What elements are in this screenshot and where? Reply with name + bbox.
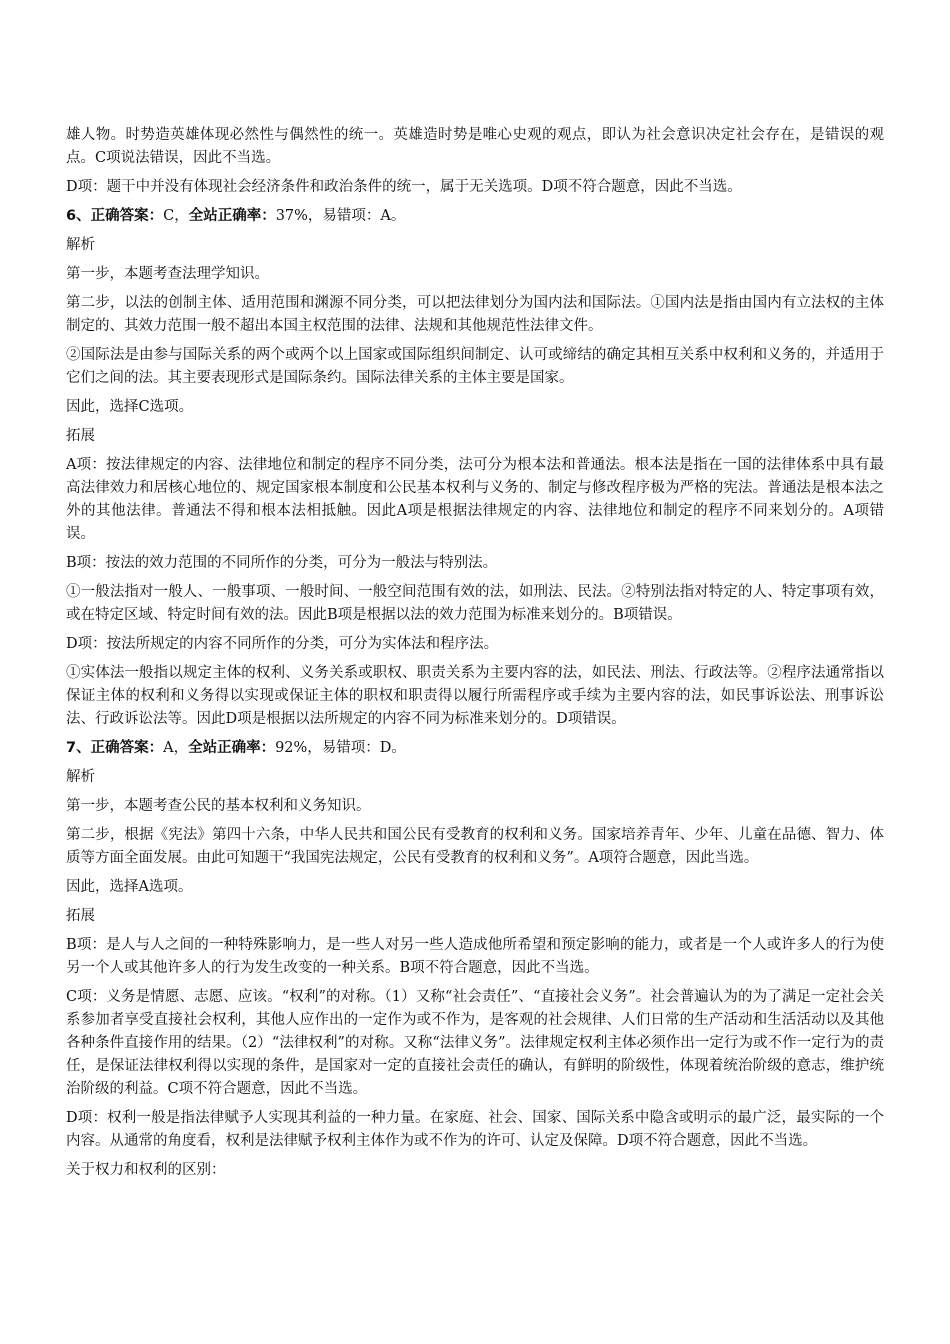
q7-conclusion: 因此，选择A选项。 [66, 879, 193, 895]
q6-option-d: D项：按法所规定的内容不同所作的分类，可分为实体法和程序法。 [66, 636, 499, 652]
q6-accuracy-value: 37%，易错项：A。 [275, 208, 406, 224]
q7-accuracy-value: 92%，易错项：D。 [275, 740, 406, 756]
q6-option-b-detail: ①一般法指对一般人、一般事项、一般时间、一般空间范围有效的法，如刑法、民法。②特别法指对特定的人、特定事项有效，或在特定区域、特定时间有效的法。因此B项是根据以法的效力范围为标准来划分的。B项错误。 [66, 584, 884, 623]
q7-tail: 关于权力和权利的区别： [66, 1162, 226, 1178]
q6-step2b: ②国际法是由参与国际关系的两个或两个以上国家或国际组织间制定、认可或缔结的确定其相互关系中权利和义务的，并适用于它们之间的法。其主要表现形式是国际条约。国际法律关系的主体主要是国家。 [66, 347, 884, 386]
q7-answer-label: 7、正确答案： [66, 740, 164, 756]
q6-step1: 第一步，本题考查法理学知识。 [66, 266, 269, 282]
q7-answer-line [66, 737, 884, 760]
q6-analysis-label: 解析 [66, 237, 95, 253]
q7-step1: 第一步，本题考查公民的基本权利和义务知识。 [66, 798, 371, 814]
q7-option-d: D项：权利一般是指法律赋予人实现其利益的一种力量。在家庭、社会、国家、国际关系中隐含或明示的最广泛，最实际的一个内容。从通常的角度看，权利是法律赋予权利主体作为或不作为的许可、认定及保障。D项不符合题意，因此不当选。 [66, 1110, 884, 1149]
q5-paragraph-1: 雄人物。时势造英雄体现必然性与偶然性的统一。英雄造时势是唯心史观的观点，即认为社会意识决定社会存在，是错误的观点。C项说法错误，因此不当选。 [66, 127, 884, 166]
q7-step2: 第二步，根据《宪法》第四十六条，中华人民共和国公民有受教育的权利和义务。国家培养青年、少年、儿童在品德、智力、体质等方面全面发展。由此可知题干“我国宪法规定，公民有受教育的权利和义务”。A项符合题意，因此当选。 [66, 827, 884, 866]
document-body [66, 124, 884, 1188]
q6-step2: 第二步，以法的创制主体、适用范围和渊源不同分类，可以把法律划分为国内法和国际法。①国内法是指由国内有立法权的主体制定的、其效力范围一般不超出本国主权范围的法律、法规和其他规范性法律文件。 [66, 295, 884, 334]
q6-answer-value: C， [163, 208, 189, 224]
q6-option-d-detail: ①实体法一般指以规定主体的权利、义务关系或职权、职责关系为主要内容的法，如民法、刑法、行政法等。②程序法通常指以保证主体的权利和义务得以实现或保证主体的职权和职责得以履行所需程序或手续为主要内容的法，如民事诉讼法、刑事诉讼法、行政诉讼法等。因此D项是根据以法所规定的内容不同为标准来划分的。D项错误。 [66, 665, 884, 727]
q6-answer-line [66, 205, 884, 228]
q7-analysis-label: 解析 [66, 769, 95, 785]
q6-expand-label: 拓展 [66, 428, 95, 444]
q7-option-c: C项：义务是情愿、志愿、应该。“权利”的对称。（1）又称“社会责任”、“直接社会义务”。社会普遍认为的为了满足一定社会关系参加者享受直接社会权利，其他人应作出的一定作为或不作为，是客观的社会规律、人们日常的生产活动和生活活动以及其他各种条件直接作用的结果。（2）“法律权利”的对称。又称“法律义务”。法律规定权利主体必须作出一定行为或不作一定行为的责任，是保证法律权利得以实现的条件，是国家对一定的直接社会责任的确认，有鲜明的阶级性，体现着统治阶级的意志，维护统治阶级的利益。C项不符合题意，因此不当选。 [66, 989, 884, 1097]
q6-accuracy-label: 全站正确率： [188, 208, 276, 224]
q7-answer-value: A， [163, 740, 189, 756]
q7-expand-label: 拓展 [66, 908, 95, 924]
q6-option-b: B项：按法的效力范围的不同所作的分类，可分为一般法与特别法。 [66, 555, 498, 571]
q6-conclusion: 因此，选择C选项。 [66, 399, 194, 415]
q7-accuracy-label: 全站正确率： [188, 740, 276, 756]
q6-answer-label: 6、正确答案： [66, 208, 164, 224]
q5-paragraph-2: D项：题干中并没有体现社会经济条件和政治条件的统一，属于无关选项。D项不符合题意，因此不当选。 [66, 179, 742, 195]
q6-option-a: A项：按法律规定的内容、法律地位和制定的程序不同分类，法可分为根本法和普通法。根本法是指在一国的法律体系中具有最高法律效力和居核心地位的、规定国家根本制度和公民基本权利与义务的、制定与修改程序极为严格的宪法。普通法是根本法之外的其他法律。普通法不得和根本法相抵触。因此A项是根据法律规定的内容、法律地位和制定的程序不同来划分的。A项错误。 [66, 457, 884, 542]
q7-option-b: B项：是人与人之间的一种特殊影响力，是一些人对另一些人造成他所希望和预定影响的能力，或者是一个人或许多人的行为使另一个人或其他许多人的行为发生改变的一种关系。B项不符合题意，因此不当选。 [66, 937, 884, 976]
